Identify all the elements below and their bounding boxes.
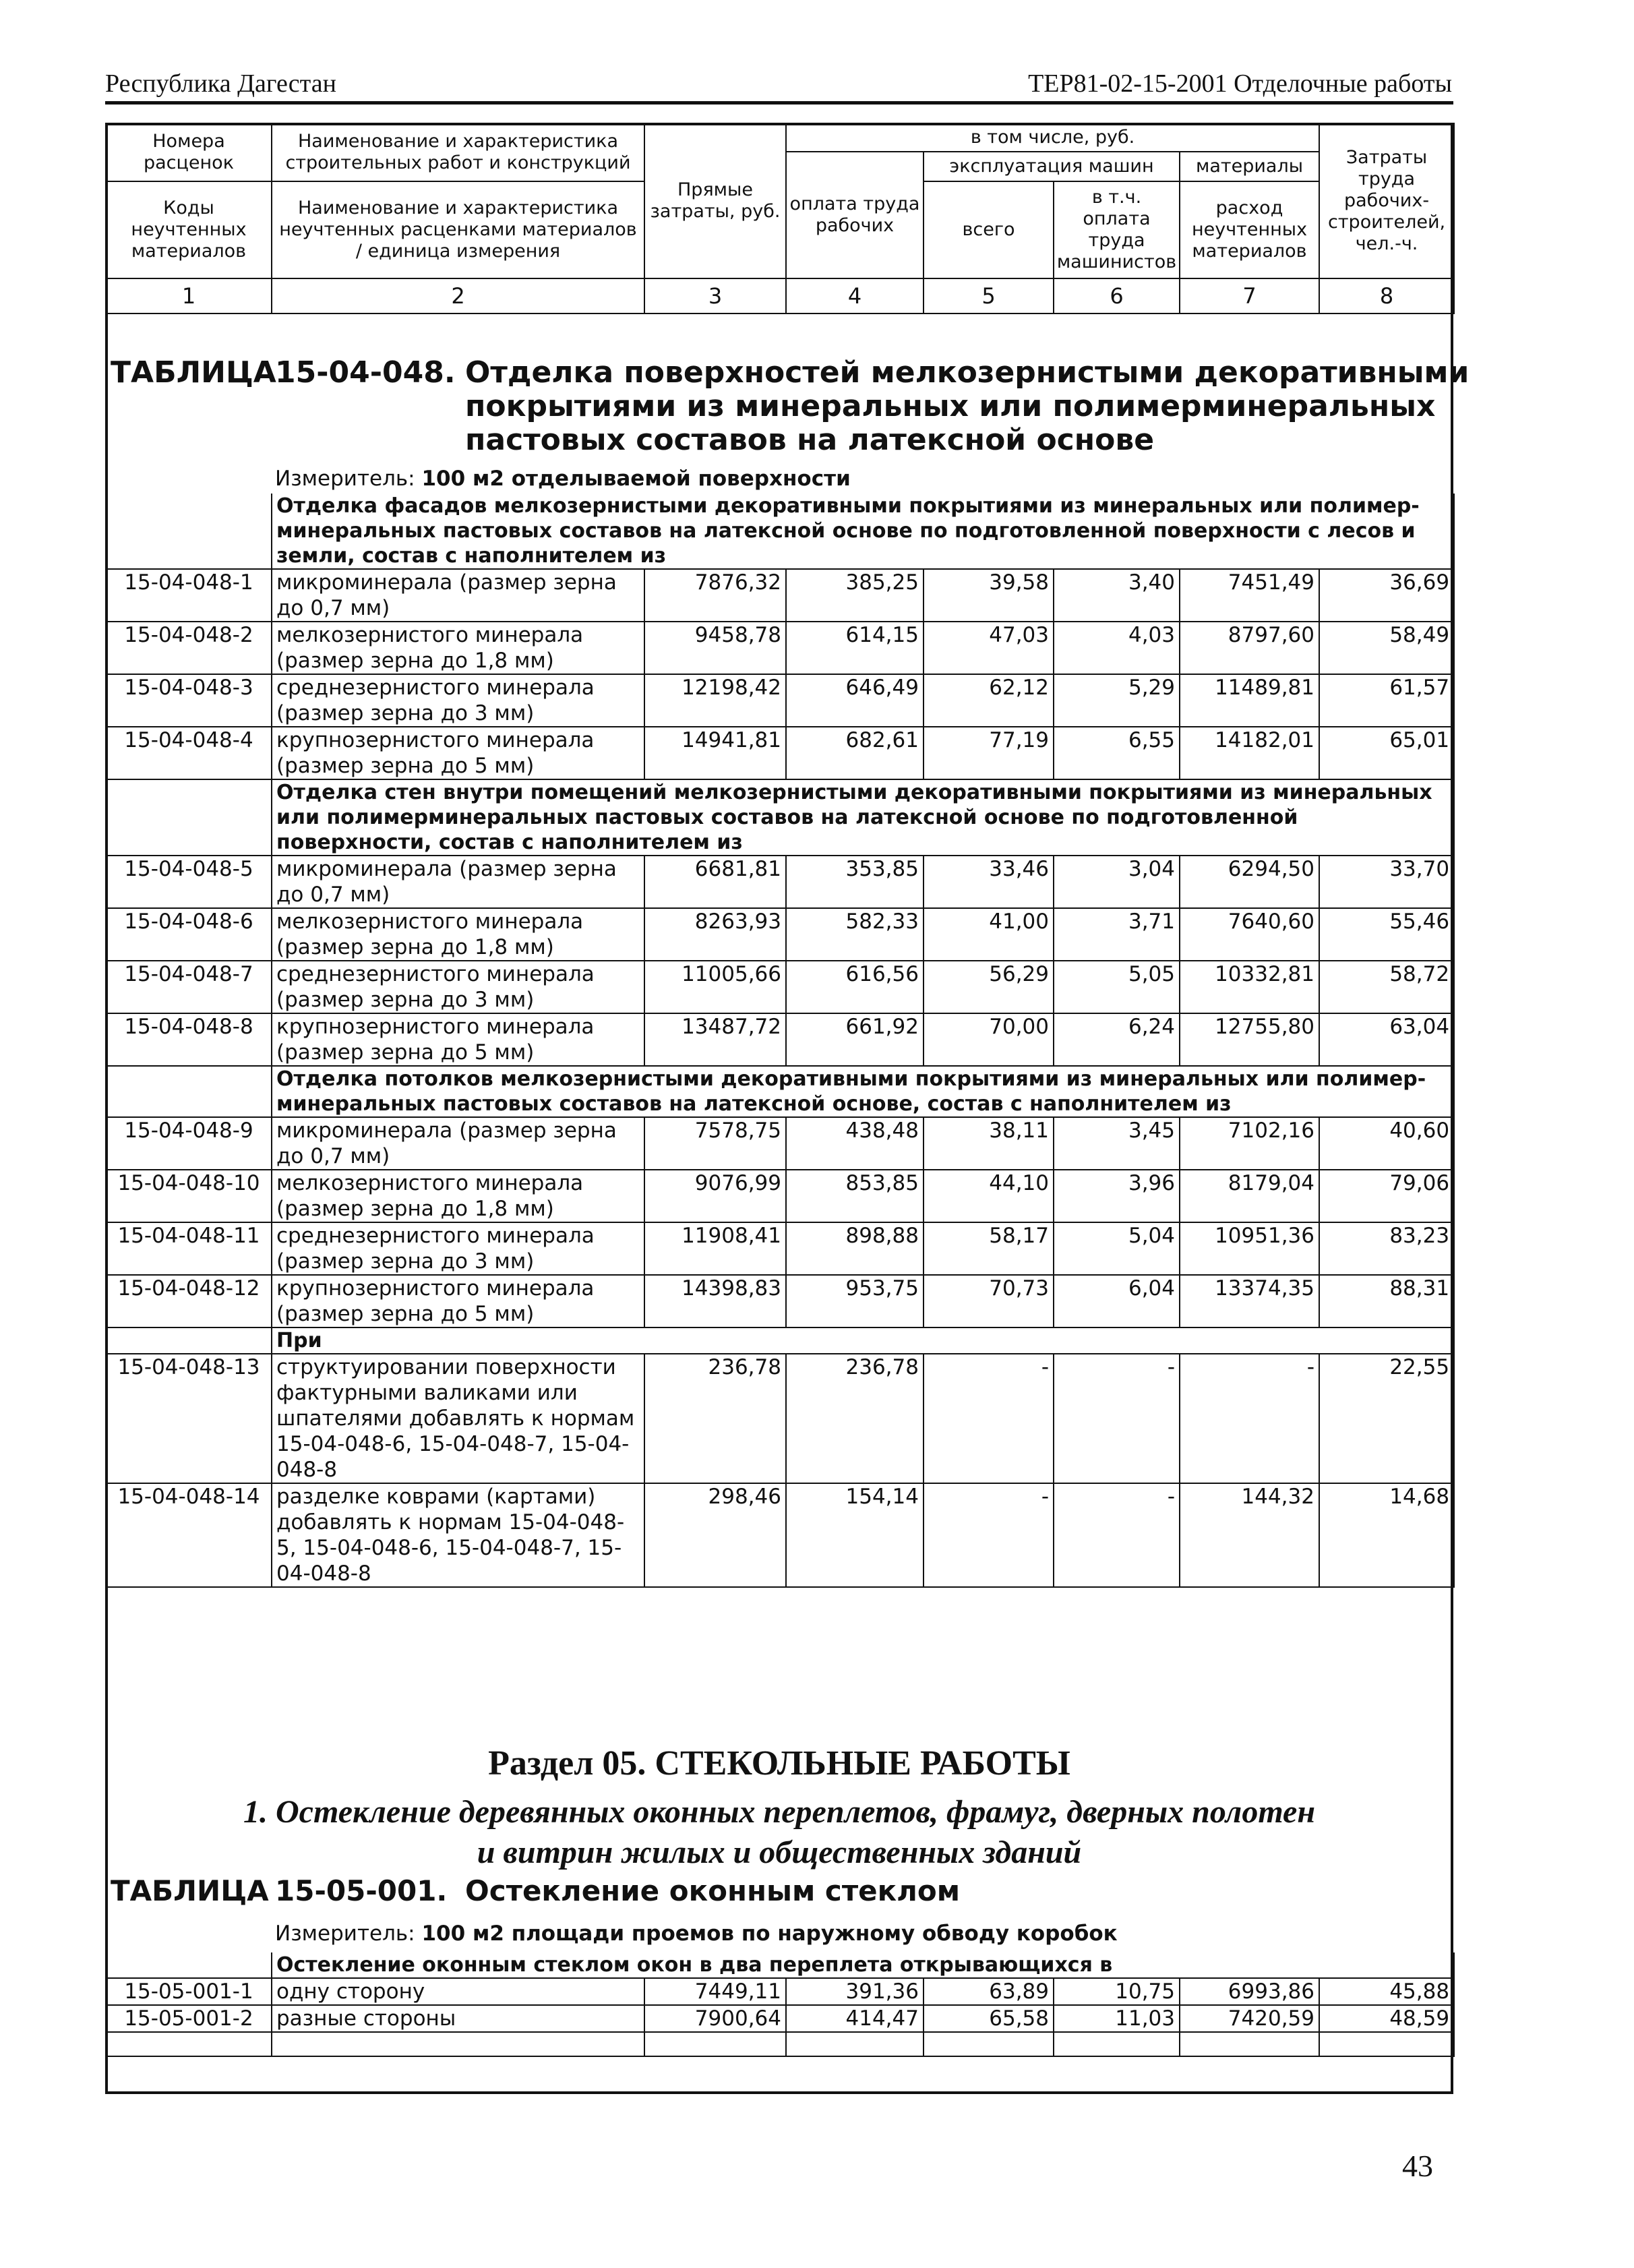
workers-pay: 853,85 bbox=[786, 1170, 924, 1222]
table-unit bbox=[275, 1921, 1118, 1946]
table-row bbox=[106, 1170, 1454, 1222]
rate-code: 15-04-048-13 bbox=[106, 1354, 272, 1483]
empty-cell bbox=[786, 2032, 924, 2056]
rates-table-001 bbox=[105, 1952, 1455, 2057]
labor-costs: 33,70 bbox=[1319, 856, 1454, 908]
table-number: 15-04-048. bbox=[275, 355, 456, 390]
machinists-pay: 5,29 bbox=[1054, 674, 1180, 727]
table-row bbox=[106, 622, 1454, 674]
rate-code: 15-05-001-2 bbox=[106, 2005, 272, 2032]
workers-pay: 682,61 bbox=[786, 727, 924, 779]
work-name: разделке коврами (картами) добавлять к нормам 15-04-048-5, 15-04-048-6, 15-04-048-7, 15-04-048-8 bbox=[272, 1483, 644, 1587]
machines-total: 39,58 bbox=[924, 569, 1054, 622]
table-row bbox=[106, 1117, 1454, 1170]
direct-costs: 11908,41 bbox=[644, 1222, 786, 1275]
col-number: 5 bbox=[924, 278, 1054, 314]
work-name: крупнозернистого минерала (размер зерна до 5 мм) bbox=[272, 1275, 644, 1327]
work-name: среднезернистого минерала (размер зерна до 3 мм) bbox=[272, 961, 644, 1013]
table-row bbox=[106, 569, 1454, 622]
unit-label: Измеритель: bbox=[275, 467, 415, 491]
column-header-table bbox=[105, 123, 1455, 314]
heading-blank-cell bbox=[106, 494, 272, 569]
materials-consumption: 10951,36 bbox=[1180, 1222, 1319, 1275]
direct-costs: 13487,72 bbox=[644, 1013, 786, 1066]
region-name: Республика Дагестан bbox=[105, 69, 336, 98]
direct-costs: 298,46 bbox=[644, 1483, 786, 1587]
col-number: 1 bbox=[106, 278, 272, 314]
rate-code: 15-04-048-6 bbox=[106, 908, 272, 961]
machines-total: 38,11 bbox=[924, 1117, 1054, 1170]
workers-pay: 898,88 bbox=[786, 1222, 924, 1275]
heading-blank-cell bbox=[106, 1327, 272, 1354]
work-name: разные стороны bbox=[272, 2005, 644, 2032]
table-number: 15-05-001. bbox=[275, 1874, 448, 1907]
running-header bbox=[105, 69, 1452, 102]
labor-costs: 48,59 bbox=[1319, 2005, 1454, 2032]
direct-costs: 236,78 bbox=[644, 1354, 786, 1483]
direct-costs: 11005,66 bbox=[644, 961, 786, 1013]
rate-code: 15-04-048-8 bbox=[106, 1013, 272, 1066]
empty-cell bbox=[1180, 2032, 1319, 2056]
col-number: 6 bbox=[1054, 278, 1180, 314]
col-8-header: Затраты труда рабочих-строителей, чел.-ч. bbox=[1319, 123, 1454, 278]
workers-pay: 646,49 bbox=[786, 674, 924, 727]
rate-code: 15-04-048-9 bbox=[106, 1117, 272, 1170]
rates-table-048 bbox=[105, 494, 1455, 1588]
empty-row bbox=[106, 2032, 1454, 2056]
col-number: 7 bbox=[1180, 278, 1319, 314]
table-row bbox=[106, 1483, 1454, 1587]
group-heading-row bbox=[106, 779, 1454, 856]
labor-costs: 22,55 bbox=[1319, 1354, 1454, 1483]
materials-consumption: - bbox=[1180, 1354, 1319, 1483]
work-name: мелкозернистого минерала (размер зерна до 1,8 мм) bbox=[272, 622, 644, 674]
machines-total: 70,00 bbox=[924, 1013, 1054, 1066]
labor-costs: 58,49 bbox=[1319, 622, 1454, 674]
direct-costs: 7900,64 bbox=[644, 2005, 786, 2032]
work-name: среднезернистого минерала (размер зерна до 3 мм) bbox=[272, 1222, 644, 1275]
table-row bbox=[106, 674, 1454, 727]
direct-costs: 7876,32 bbox=[644, 569, 786, 622]
table-label: ТАБЛИЦА bbox=[111, 355, 276, 390]
page-number: 43 bbox=[1402, 2149, 1433, 2183]
work-name: микроминерала (размер зерна до 0,7 мм) bbox=[272, 569, 644, 622]
workers-pay: 353,85 bbox=[786, 856, 924, 908]
section-subtitle bbox=[105, 1792, 1453, 1873]
direct-costs: 8263,93 bbox=[644, 908, 786, 961]
rate-code: 15-04-048-11 bbox=[106, 1222, 272, 1275]
labor-costs: 58,72 bbox=[1319, 961, 1454, 1013]
unit-value: 100 м2 отделываемой поверхности bbox=[421, 467, 851, 491]
machinists-pay: 3,45 bbox=[1054, 1117, 1180, 1170]
table-row bbox=[106, 961, 1454, 1013]
workers-pay: 616,56 bbox=[786, 961, 924, 1013]
rate-code: 15-04-048-4 bbox=[106, 727, 272, 779]
machinists-pay: 3,40 bbox=[1054, 569, 1180, 622]
work-name: микроминерала (размер зерна до 0,7 мм) bbox=[272, 856, 644, 908]
labor-costs: 55,46 bbox=[1319, 908, 1454, 961]
table-row bbox=[106, 1978, 1454, 2005]
group-heading: Отделка потолков мелкозернистыми декоративными покрытиями из минеральных или полимер-минеральных пастовых составов на латексной основе, состав с наполнителем из bbox=[272, 1066, 1454, 1117]
header-rule bbox=[105, 101, 1453, 105]
col-6-header: в т.ч. оплата труда машинистов bbox=[1054, 181, 1180, 278]
materials-consumption: 6294,50 bbox=[1180, 856, 1319, 908]
machinists-pay: 3,04 bbox=[1054, 856, 1180, 908]
work-name: крупнозернистого минерала (размер зерна до 5 мм) bbox=[272, 1013, 644, 1066]
unit-label: Измеритель: bbox=[275, 1921, 415, 1946]
workers-pay: 953,75 bbox=[786, 1275, 924, 1327]
rate-code: 15-04-048-5 bbox=[106, 856, 272, 908]
workers-pay: 582,33 bbox=[786, 908, 924, 961]
work-name: одну сторону bbox=[272, 1978, 644, 2005]
section-subtitle-line: 1. Остекление деревянных оконных переплетов, фрамуг, дверных полотен bbox=[243, 1794, 1315, 1830]
table-row bbox=[106, 727, 1454, 779]
col-number: 2 bbox=[272, 278, 644, 314]
table-title-line: пастовых составов на латексной основе bbox=[465, 423, 1155, 457]
machines-header: эксплуатация машин bbox=[924, 152, 1180, 181]
rate-code: 15-05-001-1 bbox=[106, 1978, 272, 2005]
labor-costs: 36,69 bbox=[1319, 569, 1454, 622]
table-title-line: покрытиями из минеральных или полимерминеральных bbox=[465, 389, 1436, 423]
machinists-pay: 6,04 bbox=[1054, 1275, 1180, 1327]
labor-costs: 83,23 bbox=[1319, 1222, 1454, 1275]
machines-total: 70,73 bbox=[924, 1275, 1054, 1327]
machines-total: - bbox=[924, 1354, 1054, 1483]
col-2-header-bottom: Наименование и характеристика неучтенных расценками материалов / единица измерения bbox=[272, 181, 644, 278]
col-7-header: расход неучтенных материалов bbox=[1180, 181, 1319, 278]
materials-consumption: 6993,86 bbox=[1180, 1978, 1319, 2005]
work-name: структуировании поверхности фактурными валиками или шпателями добавлять к нормам 15-04-048-6, 15-04-048-7, 15-04-048-8 bbox=[272, 1354, 644, 1483]
section-title: Раздел 05. СТЕКОЛЬНЫЕ РАБОТЫ bbox=[488, 1744, 1070, 1783]
labor-costs: 14,68 bbox=[1319, 1483, 1454, 1587]
empty-cell bbox=[924, 2032, 1054, 2056]
unit-value: 100 м2 площади проемов по наружному обводу коробок bbox=[421, 1921, 1118, 1946]
rate-code: 15-04-048-1 bbox=[106, 569, 272, 622]
direct-costs: 7449,11 bbox=[644, 1978, 786, 2005]
table-row bbox=[106, 1354, 1454, 1483]
rate-code: 15-04-048-14 bbox=[106, 1483, 272, 1587]
work-name: мелкозернистого минерала (размер зерна до 1,8 мм) bbox=[272, 908, 644, 961]
machines-total: 41,00 bbox=[924, 908, 1054, 961]
col-number: 3 bbox=[644, 278, 786, 314]
table-row bbox=[106, 1222, 1454, 1275]
machines-total: 58,17 bbox=[924, 1222, 1054, 1275]
machinists-pay: 6,55 bbox=[1054, 727, 1180, 779]
work-name: микроминерала (размер зерна до 0,7 мм) bbox=[272, 1117, 644, 1170]
machinists-pay: - bbox=[1054, 1354, 1180, 1483]
labor-costs: 88,31 bbox=[1319, 1275, 1454, 1327]
rate-code: 15-04-048-12 bbox=[106, 1275, 272, 1327]
workers-pay: 391,36 bbox=[786, 1978, 924, 2005]
col-number: 4 bbox=[786, 278, 924, 314]
heading-blank-cell bbox=[106, 1952, 272, 1978]
col-2-header-top: Наименование и характеристика строительных работ и конструкций bbox=[272, 123, 644, 181]
materials-consumption: 10332,81 bbox=[1180, 961, 1319, 1013]
materials-consumption: 12755,80 bbox=[1180, 1013, 1319, 1066]
rate-code: 15-04-048-3 bbox=[106, 674, 272, 727]
machines-total: - bbox=[924, 1483, 1054, 1587]
machinists-pay: 6,24 bbox=[1054, 1013, 1180, 1066]
materials-consumption: 11489,81 bbox=[1180, 674, 1319, 727]
materials-consumption: 8179,04 bbox=[1180, 1170, 1319, 1222]
empty-cell bbox=[1319, 2032, 1454, 2056]
materials-consumption: 7451,49 bbox=[1180, 569, 1319, 622]
machinists-pay: 11,03 bbox=[1054, 2005, 1180, 2032]
machines-total: 63,89 bbox=[924, 1978, 1054, 2005]
materials-consumption: 144,32 bbox=[1180, 1483, 1319, 1587]
direct-costs: 9458,78 bbox=[644, 622, 786, 674]
materials-header: материалы bbox=[1180, 152, 1319, 181]
rate-code: 15-04-048-2 bbox=[106, 622, 272, 674]
direct-costs: 14941,81 bbox=[644, 727, 786, 779]
table-title: Остекление оконным стеклом bbox=[465, 1874, 961, 1907]
workers-pay: 236,78 bbox=[786, 1354, 924, 1483]
table-row bbox=[106, 2005, 1454, 2032]
workers-pay: 385,25 bbox=[786, 569, 924, 622]
materials-consumption: 13374,35 bbox=[1180, 1275, 1319, 1327]
group-heading-row bbox=[106, 1066, 1454, 1117]
labor-costs: 79,06 bbox=[1319, 1170, 1454, 1222]
machinists-pay: 5,04 bbox=[1054, 1222, 1180, 1275]
direct-costs: 14398,83 bbox=[644, 1275, 786, 1327]
table-title-line: Отделка поверхностей мелкозернистыми декоративными bbox=[465, 355, 1470, 390]
workers-pay: 414,47 bbox=[786, 2005, 924, 2032]
empty-cell bbox=[272, 2032, 644, 2056]
col-3-header: Прямые затраты, руб. bbox=[644, 123, 786, 278]
workers-pay: 438,48 bbox=[786, 1117, 924, 1170]
workers-pay: 614,15 bbox=[786, 622, 924, 674]
empty-cell bbox=[1054, 2032, 1180, 2056]
including-header: в том числе, руб. bbox=[786, 123, 1319, 152]
machinists-pay: 5,05 bbox=[1054, 961, 1180, 1013]
col-1-header-top: Номера расценок bbox=[106, 123, 272, 181]
machines-total: 77,19 bbox=[924, 727, 1054, 779]
workers-pay: 661,92 bbox=[786, 1013, 924, 1066]
machinists-pay: 10,75 bbox=[1054, 1978, 1180, 2005]
direct-costs: 7578,75 bbox=[644, 1117, 786, 1170]
direct-costs: 12198,42 bbox=[644, 674, 786, 727]
machines-total: 47,03 bbox=[924, 622, 1054, 674]
machinists-pay: 3,71 bbox=[1054, 908, 1180, 961]
labor-costs: 40,60 bbox=[1319, 1117, 1454, 1170]
materials-consumption: 7102,16 bbox=[1180, 1117, 1319, 1170]
col-5-header: всего bbox=[924, 181, 1054, 278]
table-row bbox=[106, 1013, 1454, 1066]
materials-consumption: 8797,60 bbox=[1180, 622, 1319, 674]
labor-costs: 45,88 bbox=[1319, 1978, 1454, 2005]
direct-costs: 6681,81 bbox=[644, 856, 786, 908]
document-code: ТЕР81-02-15-2001 Отделочные работы bbox=[1028, 69, 1452, 98]
labor-costs: 65,01 bbox=[1319, 727, 1454, 779]
rate-code: 15-04-048-7 bbox=[106, 961, 272, 1013]
table-label: ТАБЛИЦА bbox=[111, 1874, 269, 1907]
machinists-pay: 4,03 bbox=[1054, 622, 1180, 674]
machines-total: 33,46 bbox=[924, 856, 1054, 908]
group-heading: При bbox=[272, 1327, 1454, 1354]
heading-blank-cell bbox=[106, 1066, 272, 1117]
work-name: среднезернистого минерала (размер зерна до 3 мм) bbox=[272, 674, 644, 727]
labor-costs: 61,57 bbox=[1319, 674, 1454, 727]
table-unit bbox=[275, 467, 851, 491]
machines-total: 65,58 bbox=[924, 2005, 1054, 2032]
group-heading: Остекление оконным стеклом окон в два переплета открывающихся в bbox=[272, 1952, 1454, 1978]
work-name: мелкозернистого минерала (размер зерна до 1,8 мм) bbox=[272, 1170, 644, 1222]
machines-total: 44,10 bbox=[924, 1170, 1054, 1222]
machines-total: 56,29 bbox=[924, 961, 1054, 1013]
group-heading-row bbox=[106, 1952, 1454, 1978]
machinists-pay: 3,96 bbox=[1054, 1170, 1180, 1222]
workers-pay: 154,14 bbox=[786, 1483, 924, 1587]
col-1-header-bottom: Коды неучтенных материалов bbox=[106, 181, 272, 278]
rate-code: 15-04-048-10 bbox=[106, 1170, 272, 1222]
group-heading: Отделка фасадов мелкозернистыми декоративными покрытиями из минеральных или полимер-минеральных пастовых составов на латексной основе по подготовленной поверхности с лесов и земли, состав с наполнителем из bbox=[272, 494, 1454, 569]
machinists-pay: - bbox=[1054, 1483, 1180, 1587]
group-heading-row bbox=[106, 494, 1454, 569]
materials-consumption: 14182,01 bbox=[1180, 727, 1319, 779]
materials-consumption: 7640,60 bbox=[1180, 908, 1319, 961]
work-name: крупнозернистого минерала (размер зерна до 5 мм) bbox=[272, 727, 644, 779]
table-row bbox=[106, 1275, 1454, 1327]
empty-cell bbox=[644, 2032, 786, 2056]
section-subtitle-line: и витрин жилых и общественных зданий bbox=[477, 1834, 1082, 1870]
table-row bbox=[106, 856, 1454, 908]
col-number: 8 bbox=[1319, 278, 1454, 314]
materials-consumption: 7420,59 bbox=[1180, 2005, 1319, 2032]
labor-costs: 63,04 bbox=[1319, 1013, 1454, 1066]
table-row bbox=[106, 908, 1454, 961]
group-heading-row bbox=[106, 1327, 1454, 1354]
empty-cell bbox=[106, 2032, 272, 2056]
direct-costs: 9076,99 bbox=[644, 1170, 786, 1222]
machines-total: 62,12 bbox=[924, 674, 1054, 727]
heading-blank-cell bbox=[106, 779, 272, 856]
col-4-header: оплата труда рабочих bbox=[786, 152, 924, 278]
group-heading: Отделка стен внутри помещений мелкозернистыми декоративными покрытиями из минеральных или полимерминеральных пастовых составов на латексной основе по подготовленной поверхности, состав с наполнителем из bbox=[272, 779, 1454, 856]
